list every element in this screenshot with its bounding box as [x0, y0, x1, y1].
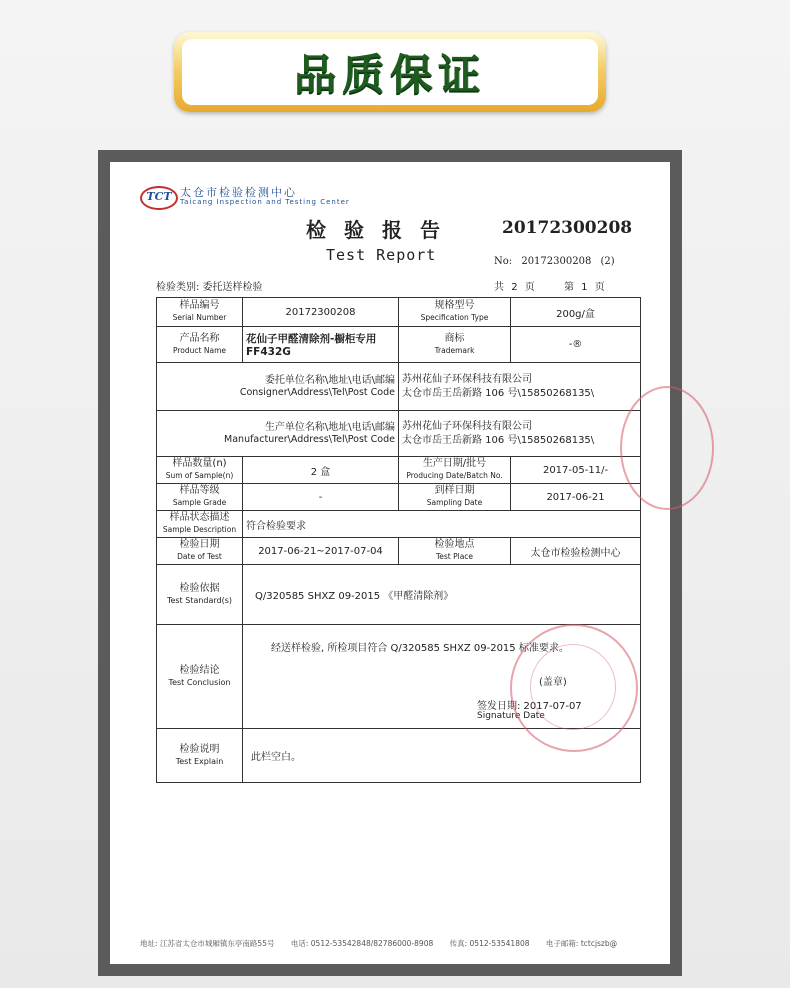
manufacturer-label: 生产单位名称\地址\电话\邮编 Manufacturer\Address\Tel\Post Code	[157, 411, 399, 457]
signature-date-en: Signature Date	[477, 710, 545, 721]
table-row	[157, 484, 641, 511]
spec-value: 200g/盒	[511, 298, 641, 327]
tct-logo-icon: TCT	[140, 186, 178, 210]
desc-label: 样品状态描述 Sample Description	[157, 511, 243, 538]
standard-value: Q/320585 SHXZ 09-2015 《甲醛清除剂》	[243, 565, 641, 625]
table-row	[157, 327, 641, 363]
test-category: 检验类别: 委托送样检验	[156, 282, 263, 293]
no-suffix: (2)	[600, 256, 615, 267]
report-number: 20172300208	[502, 218, 633, 238]
org-name-en: Taicang Inspection and Testing Center	[180, 198, 350, 206]
partial-seal-stamp	[620, 386, 714, 510]
manufacturer-value: 苏州花仙子环保科技有限公司 太仓市岳王岳新路 106 号\15850268135\	[399, 411, 641, 457]
table-row	[157, 411, 641, 457]
sum-value: 2 盒	[243, 457, 399, 484]
trademark-label: 商标 Trademark	[399, 327, 511, 363]
test-place-label: 检验地点 Test Place	[399, 538, 511, 565]
spec-label: 规格型号 Specification Type	[399, 298, 511, 327]
conclusion-text: 经送样检验, 所检项目符合 Q/320585 SHXZ 09-2015 标准要求。	[271, 642, 569, 654]
report-no-line	[494, 256, 621, 267]
product-label: 产品名称 Product Name	[157, 327, 243, 363]
prod-date-value: 2017-05-11/-	[511, 457, 641, 484]
conclusion-label: 检验结论 Test Conclusion	[157, 625, 243, 729]
consigner-value: 苏州花仙子环保科技有限公司 太仓市岳王岳新路 106 号\15850268135\	[399, 363, 641, 411]
table-row	[157, 298, 641, 327]
page-number: 1	[581, 282, 588, 293]
explain-value: 此栏空白。	[243, 729, 641, 783]
total-pages-label: 共	[494, 282, 504, 293]
footer-contact	[140, 938, 631, 949]
serial-value: 20172300208	[243, 298, 399, 327]
prod-date-label: 生产日期/批号 Producing Date/Batch No.	[399, 457, 511, 484]
no-value: 20172300208	[521, 256, 592, 267]
grade-label: 样品等级 Sample Grade	[157, 484, 243, 511]
table-row	[157, 538, 641, 565]
table-row	[157, 457, 641, 484]
table-row	[157, 363, 641, 411]
seal-text: (盖章)	[539, 676, 567, 688]
banner-title: 品质保证	[293, 50, 486, 99]
table-row	[157, 511, 641, 538]
document-frame	[98, 150, 682, 976]
trademark-value: -®	[511, 327, 641, 363]
report-paper	[110, 162, 670, 964]
explain-label: 检验说明 Test Explain	[157, 729, 243, 783]
footer-fax: 传真: 0512-53541808	[449, 939, 530, 948]
total-pages: 2	[511, 282, 518, 293]
report-title-en: Test Report	[326, 246, 437, 264]
page-label: 第	[563, 282, 574, 293]
page-count	[494, 278, 609, 293]
serial-label: 样品编号 Serial Number	[157, 298, 243, 327]
product-value: 花仙子甲醛清除剂-橱柜专用 FF432G	[243, 327, 399, 363]
consigner-label: 委托单位名称\地址\电话\邮编 Consigner\Address\Tel\Post Code	[157, 363, 399, 411]
table-row	[157, 565, 641, 625]
standard-label: 检验依据 Test Standard(s)	[157, 565, 243, 625]
official-seal-stamp	[510, 624, 638, 752]
footer-email: 电子邮箱: tctcjszb@	[545, 939, 618, 948]
org-name-cn: 太仓市检验检测中心	[180, 186, 297, 199]
test-date-label: 检验日期 Date of Test	[157, 538, 243, 565]
sampling-label: 到样日期 Sampling Date	[399, 484, 511, 511]
page-unit: 页	[524, 282, 535, 293]
footer-tel: 电话: 0512-53542848/82786000-8908	[290, 939, 434, 948]
page-unit-2: 页	[594, 282, 605, 293]
sampling-value: 2017-06-21	[511, 484, 641, 511]
desc-value: 符合检验要求	[243, 511, 641, 538]
sum-label: 样品数量(n) Sum of Sample(n)	[157, 457, 243, 484]
banner	[174, 32, 606, 112]
no-label: No:	[494, 256, 513, 267]
report-title-cn: 检验报告	[306, 218, 458, 242]
footer-address: 地址: 江苏省太仓市城厢镇东亭南路55号	[140, 939, 275, 948]
signature-date: 签发日期: 2017-07-07	[477, 700, 582, 712]
test-place-value: 太仓市检验检测中心	[511, 538, 641, 565]
banner-inner	[182, 39, 598, 105]
test-date-value: 2017-06-21~2017-07-04	[243, 538, 399, 565]
grade-value: -	[243, 484, 399, 511]
